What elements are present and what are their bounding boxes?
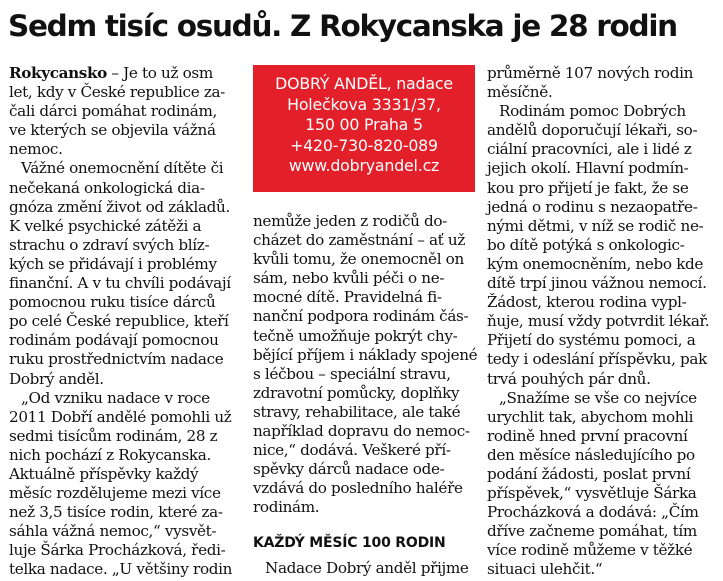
article-line: průměrně 107 nových rodin: [487, 64, 694, 82]
article-line: finanční. A v tu chvíli podávají: [9, 274, 231, 293]
article-column-1: [9, 64, 237, 580]
article-line: situaci ulehčit.“: [487, 560, 603, 579]
article-line: spěvky dárců nadace ode-: [253, 460, 445, 479]
infobox-city: 150 00 Praha 5: [305, 115, 423, 134]
article-line: telka nadace. „U většiny rodin: [9, 560, 233, 579]
article-line-text: – Je to už osm: [106, 64, 213, 82]
article-line: rodině hned první pracovní: [487, 426, 688, 445]
article-line: měsíc rozdělujeme mezi více: [9, 484, 221, 503]
article-line: bějící příjem i náklady spojené: [253, 345, 478, 364]
article-line: den měsíce následujícího po: [487, 445, 695, 464]
article-line: rodinám.: [253, 498, 320, 517]
article-line: více rodině můžeme v těžké: [487, 541, 693, 560]
article-line: Procházková a dodává: „Čím: [487, 503, 699, 522]
article-line: cházet do zaměstnání – ať už: [253, 231, 465, 250]
section-subheading: KAŽDÝ MĚSÍC 100 RODIN: [253, 534, 446, 551]
article-line: kou pro přijetí je fakt, že se: [487, 178, 689, 197]
article-column-2: [253, 212, 478, 578]
article-line: bo dítě potýká s onkologic-: [487, 235, 685, 254]
article-line: sáhla vážná nemoc,“ vysvět-: [9, 522, 217, 541]
article-column-3: [487, 64, 719, 580]
article-line: Žádost, kterou rodina vypl-: [487, 293, 687, 312]
article-line: nemůže jeden z rodičů do-: [253, 212, 447, 230]
article-line: dítě trpí jinou vážnou nemocí.: [487, 274, 707, 293]
article-line: urychlit tak, abychom mohli: [487, 407, 694, 426]
dateline: Rokycansko: [9, 64, 107, 82]
article-line: ruku prostřednictvím nadace: [9, 350, 224, 369]
article-line: ňuje, musí vždy potvrdit lékař.: [487, 312, 710, 331]
article-line: rodinám podávají pomocnou: [9, 331, 219, 350]
article-line: let, kdy v České republice za-: [9, 83, 225, 102]
article-line: trvá pouhých pár dnů.: [487, 369, 651, 388]
article-line: měsíčně.: [487, 83, 553, 102]
contact-infobox: [253, 65, 475, 192]
infobox-web: www.dobryandel.cz: [288, 156, 440, 175]
article-line: 2011 Dobří andělé pomohli už: [9, 407, 232, 426]
article-line: například dopravu do nemoc-: [253, 422, 470, 441]
article-line: tečně umožňuje pokrýt chy-: [253, 326, 458, 345]
article-line: luje Šárka Procházková, ředi-: [9, 541, 226, 560]
article-line: nemoc.: [9, 140, 63, 159]
article-line: Aktuálně příspěvky každý: [9, 464, 199, 483]
article-line: pomocnou ruku tisíce dárců: [9, 293, 216, 312]
article-line: nanční podpora rodinám čás-: [253, 307, 469, 326]
article-line: dříve začneme pomáhat, tím: [487, 522, 697, 541]
article-line: „Od vzniku nadace v roce: [21, 388, 210, 407]
article-line: sedmi tisícům rodinám, 28 z: [9, 426, 218, 445]
article-line: nice,“ dodává. Veškeré pří-: [253, 441, 451, 460]
article-line: K velké psychické zátěži a: [9, 216, 202, 235]
article-line: Přijetí do systému pomoci, a: [487, 331, 696, 350]
article-line: mocné dítě. Pravidelná fi-: [253, 288, 442, 307]
article-line: vzdává do posledního haléře: [253, 479, 463, 498]
article-line: ciální pracovníci, ale i lidé z: [487, 140, 692, 159]
article-line: ve kterých se objevila vážná: [9, 121, 216, 140]
article-line: Rodinám pomoc Dobrých: [499, 102, 686, 121]
article-line: gnóza změní život od základů.: [9, 197, 230, 216]
article-line: nich pochází z Rokycanska.: [9, 445, 211, 464]
article-line: s léčbou – speciální stravu,: [253, 364, 451, 383]
headline: Sedm tisíc osudů. Z Rokycanska je 28 rodin: [8, 9, 677, 43]
article-line: kvůli tomu, že onemocněl on: [253, 250, 464, 269]
article-line: „Snažíme se vše co nejvíce: [499, 388, 697, 407]
article-line: po celé České republice, kteří: [9, 312, 229, 331]
article-line: Nadace Dobrý anděl přijme: [265, 558, 469, 577]
article-line: příspěvek,“ vysvětluje Šárka: [487, 484, 697, 503]
infobox-phone: +420-730-820-089: [290, 135, 438, 155]
article-line: andělů doporučují lékaři, so-: [487, 121, 698, 140]
article-line: strachu o zdraví svých blíz-: [9, 235, 210, 254]
article-line: podání žádosti, poslat první: [487, 464, 691, 483]
infobox-name: DOBRÝ ANDĚL, nadace: [275, 74, 453, 93]
article-line: nými dětmi, v níž se rodič ne-: [487, 216, 704, 235]
article-line: než 3,5 tisíce rodin, které za-: [9, 503, 223, 522]
infobox-street: Holečkova 3331/37,: [287, 94, 441, 114]
article-line: tedy i odeslání příspěvku, pak: [487, 350, 707, 369]
article-line: Dobrý anděl.: [9, 369, 104, 388]
article-line: kým onemocněním, nebo kde: [487, 254, 704, 273]
article-line: čali dárci pomáhat rodinám,: [9, 102, 218, 121]
article-line: jedná o rodinu s nezaopatře-: [487, 197, 698, 216]
article-line: kých se přidávají i problémy: [9, 254, 217, 273]
article-line: [9, 64, 237, 83]
article-line: jejich okolí. Hlavní podmín-: [487, 159, 689, 178]
article-line: sám, nebo kvůli péči o ne-: [253, 269, 445, 288]
article-line: nečekaná onkologická dia-: [9, 178, 205, 197]
article-line: stravy, rehabilitace, ale také: [253, 402, 461, 421]
article-line: Vážné onemocnění dítěte či: [21, 159, 224, 178]
article-line: zdravotní pomůcky, doplňky: [253, 383, 460, 402]
